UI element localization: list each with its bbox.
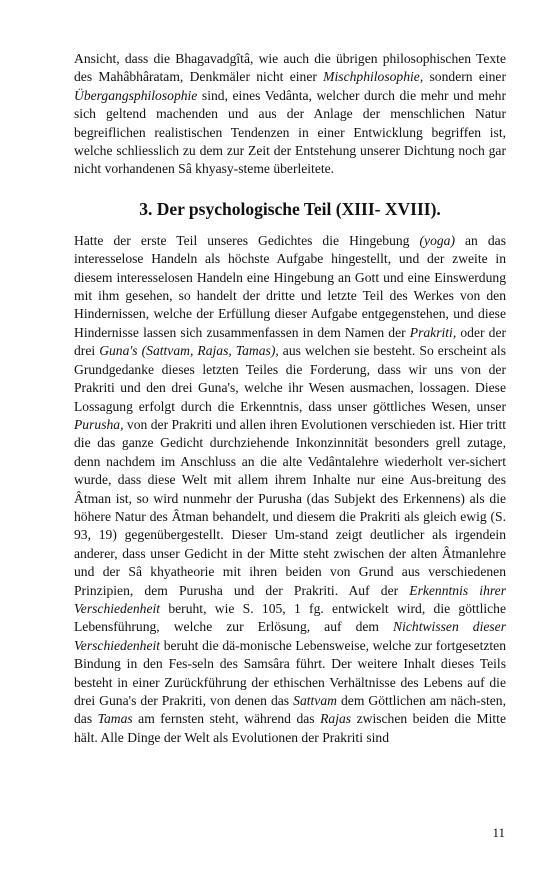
emphasis-text: Mischphilosophie,: [323, 69, 424, 85]
body-text: Hatte der erste Teil unseres Gedichtes die Hingebung: [74, 232, 420, 248]
body-text: dem Göttlichen am näch-sten, das: [74, 693, 506, 727]
body-text: oder der drei: [74, 324, 507, 359]
emphasis-text: Erkenntnis ihrer Verschiedenheit: [74, 582, 506, 616]
emphasis-text: Übergangsphilosophie: [74, 87, 198, 103]
body-text: sind, eines Vedânta, welcher durch die mehr und mehr sich geltend machenden und aus der Anlage der menschlichen Natur begreiflichen realistischen Tendenzen in einer Entwicklung begriffen ist, welche schliesslich zu dem zur Zeit der Entstehung unserer Dichtung noch gar nicht vorhandenen Sâ khyasy-steme überleitete.: [74, 87, 506, 177]
section-heading: 3. Der psychologische Teil (XIII- XVIII).: [139, 198, 441, 219]
page-number: 11: [492, 825, 505, 840]
emphasis-text: Nichtwissen dieser Verschiedenheit: [74, 619, 506, 653]
body-text: beruht, wie S. 105, 1 fg. entwickelt wird, die göttliche Lebensführung, welche zur Erlösung, auf dem: [74, 600, 506, 635]
body-text: beruht die dä-monische Lebensweise, welche zur fortgesetzten Bindung in den Fes-seln des Samsâra führt. Der weitere Inhalt dieses Teils besteht in einer Zurückführung der ethischen Verhältnisse des Lebens auf die drei Guna's der Prakriti, von denen das: [74, 637, 506, 708]
emphasis-text: Guna's (Sattvam, Rajas, Tamas),: [99, 343, 279, 359]
emphasis-text: (yoga): [419, 232, 455, 248]
paragraph-continued: [74, 50, 506, 179]
body-text: sondern einer: [423, 69, 506, 85]
body-text: an das interesselose Handeln als höchste Aufgabe hingestellt, und der zweite in diesem interesselosen Handeln eine Hingebung an Gott und eine Einswerdung mit ihm gesehen, so handelt der dritte und letzte Teil des Werkes von den Hindernissen, welche der Erfüllung dieser Aufgabe entgegenstehen, und diese Hindernisse lassen sich zusammenfassen in dem Namen der: [74, 232, 507, 340]
emphasis-text: Rajas: [320, 711, 352, 727]
body-text: zwischen beiden die Mitte hält. Alle Dinge der Welt als Evolutionen der Prakriti sind: [74, 711, 506, 745]
body-text: Ansicht, dass die Bhagavadgîtâ, wie auch die übrigen philosophischen Texte des Mahâbhâratam, Denkmäler nicht einer: [74, 51, 506, 85]
body-text: am fernsten steht, während das: [132, 711, 321, 727]
emphasis-text: Sattvam: [293, 693, 337, 708]
page-body: [74, 50, 506, 747]
body-text: von der Prakriti und allen ihren Evolutionen verschieden ist. Hier tritt die das ganze Gedicht durchziehende Inkonzinnität besonders grell zutage, denn nachdem im Anschluss an die alte Vedântalehre wiederholt ver-sichert wurde, dass diese Welt mit allem ihrem Inhalte nur eine Aus-breitung des Âtman ist, so wird nunmehr der Purusha (das Subjekt des Erkennens) als die höhere Natur des Âtman behandelt, und diesem die Prakriti als gleich ewig (S. 93, 19) gegenübergestellt. Dieser Um-stand zeigt deutlicher als irgendein anderer, dass unser Gedicht in der Mitte steht zwischen der alten Âtmanlehre und der Sâ khyatheorie mit ihren beiden von Grund aus verschiedenen Prinzipien, dem Purusha und der Prakriti. Auf der: [74, 416, 506, 598]
body-text: aus welchen sie besteht. So erscheint als Grundgedanke dieses letzten Teiles die Forderung, dass wir uns von der Prakriti und den drei Guna's, welche ihr Wesen ausmachen, lossagen. Diese Lossagung erfolgt durch die Erkenntnis, dass unser göttliches Wesen, unser: [74, 343, 506, 414]
paragraph-section-3: [74, 232, 506, 747]
emphasis-text: Purusha,: [74, 416, 124, 432]
emphasis-text: Prakriti,: [409, 324, 457, 340]
emphasis-text: Tamas: [97, 711, 133, 727]
